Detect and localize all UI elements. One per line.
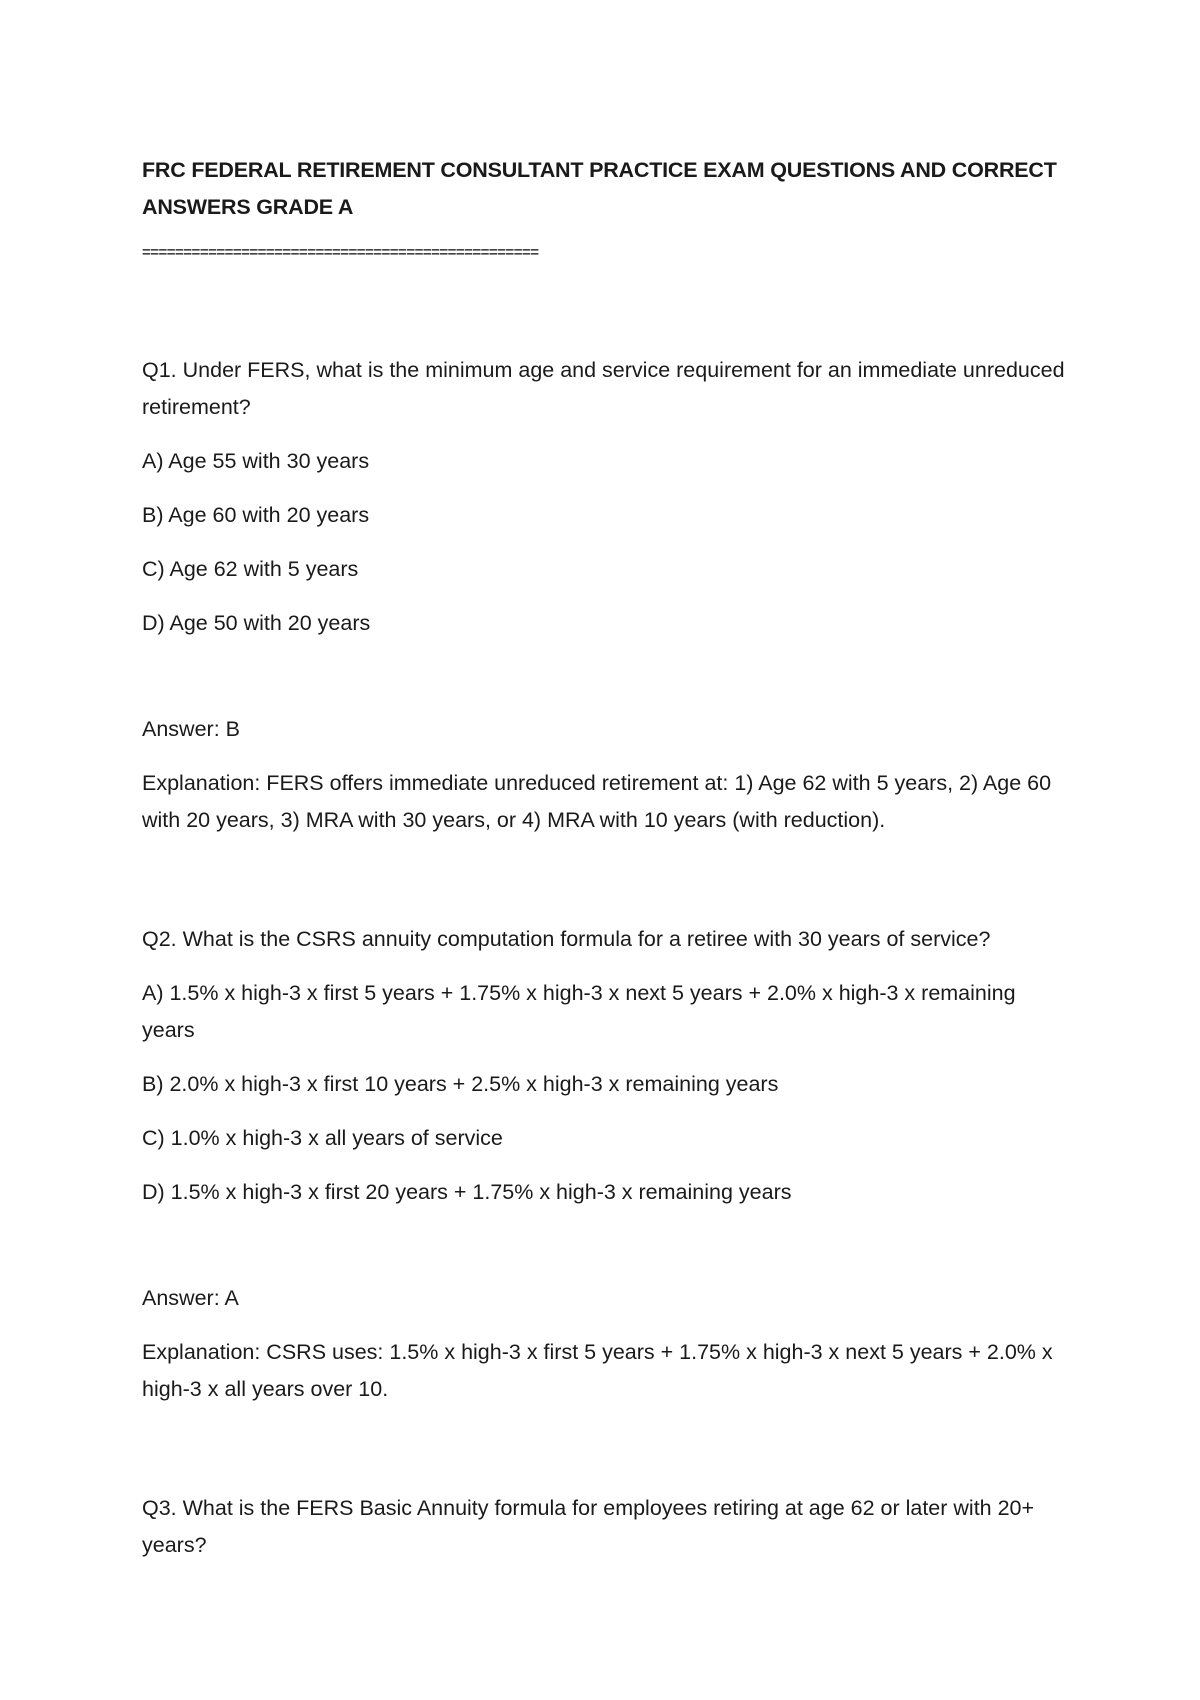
question-block-1 <box>142 352 1072 839</box>
option-a: A) Age 55 with 30 years <box>142 449 370 473</box>
question-text: Q1. Under FERS, what is the minimum age and service requirement for an immediate unreduced retirement? <box>142 358 1065 419</box>
option-b: B) 2.0% x high-3 x first 10 years + 2.5% x high-3 x remaining years <box>142 1072 779 1096</box>
option-a: A) 1.5% x high-3 x first 5 years + 1.75% x high-3 x next 5 years + 2.0% x high-3 x remaining years <box>142 981 1016 1042</box>
question-block-3 <box>142 1490 1072 1564</box>
option-b: B) Age 60 with 20 years <box>142 503 370 527</box>
answer-text: Answer: B <box>142 717 240 741</box>
option-d: D) Age 50 with 20 years <box>142 611 371 635</box>
option-c: C) 1.0% x high-3 x all years of service <box>142 1126 503 1150</box>
document-title: FRC FEDERAL RETIREMENT CONSULTANT PRACTICE EXAM QUESTIONS AND CORRECT ANSWERS GRADE A <box>142 158 1057 219</box>
explanation-text: Explanation: FERS offers immediate unreduced retirement at: 1) Age 62 with 5 years, 2) Age 60 with 20 years, 3) MRA with 30 years, or 4) MRA with 10 years (with reduction). <box>142 771 1052 832</box>
document-page <box>142 152 1072 1564</box>
explanation-text: Explanation: CSRS uses: 1.5% x high-3 x first 5 years + 1.75% x high-3 x next 5 years + 2.0% x high-3 x all years over 10. <box>142 1340 1053 1401</box>
question-block-2 <box>142 921 1072 1408</box>
question-text: Q3. What is the FERS Basic Annuity formula for employees retiring at age 62 or later with 20+ years? <box>142 1496 1035 1557</box>
answer-text: Answer: A <box>142 1286 239 1310</box>
question-text: Q2. What is the CSRS annuity computation formula for a retiree with 30 years of service? <box>142 927 991 951</box>
option-d: D) 1.5% x high-3 x first 20 years + 1.75% x high-3 x remaining years <box>142 1180 792 1204</box>
divider-line: ================================================ <box>142 244 539 261</box>
option-c: C) Age 62 with 5 years <box>142 557 359 581</box>
